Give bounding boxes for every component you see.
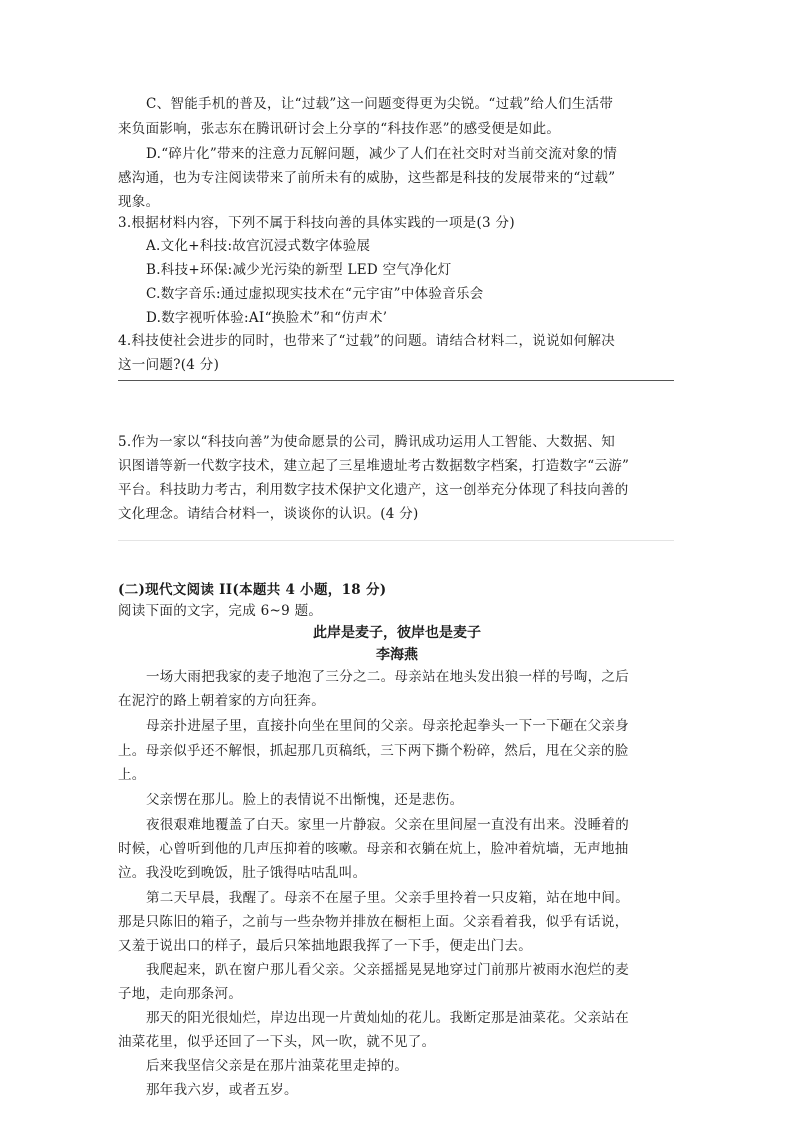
question-4-line-1: 4.科技使社会进步的同时，也带来了“过载”的问题。请结合材料二，说说如何解决 bbox=[118, 333, 616, 349]
story-author: 李海燕 bbox=[376, 647, 418, 663]
question-3-option-c: C.数字音乐:通过虚拟现实技术在“元宇宙”中体验音乐会 bbox=[146, 286, 484, 302]
story-line: 父亲愣在那儿。脸上的表情说不出惭愧，还是悲伤。 bbox=[146, 792, 464, 808]
story-line: 后来我坚信父亲是在那片油菜花里走掉的。 bbox=[146, 1058, 409, 1074]
story-title: 此岸是麦子，彼岸也是麦子 bbox=[313, 625, 481, 641]
option-d-line-2: 感沟通，也为专注阅读带来了前所未有的威胁，这些都是科技的发展带来的“过载” bbox=[118, 170, 616, 186]
story-line: 那是只陈旧的箱子，之前与一些杂物并排放在橱柜上面。父亲看着我，似乎有话说， bbox=[118, 914, 629, 930]
section-heading: (二)现代文阅读 II(本题共 4 小题，18 分) bbox=[118, 582, 387, 598]
story-line: 那天的阳光很灿烂，岸边出现一片黄灿灿的花儿。我断定那是油菜花。父亲站在 bbox=[146, 1010, 629, 1026]
option-c-line-2: 来负面影响，张志东在腾讯研讨会上分享的“科技作恶”的感受便是如此。 bbox=[118, 121, 561, 137]
story-line: 我爬起来，趴在窗户那儿看父亲。父亲摇摇晃晃地穿过门前那片被雨水泡烂的麦 bbox=[146, 962, 629, 978]
section-instruction: 阅读下面的文字，完成 6~9 题。 bbox=[118, 603, 323, 619]
question-3-option-b: B.科技+环保:减少光污染的新型 LED 空气净化灯 bbox=[146, 262, 452, 278]
story-line: 上。 bbox=[118, 767, 146, 783]
answer-line bbox=[118, 380, 674, 381]
story-line: 泣。我没吃到晚饭，肚子饿得咕咕乱叫。 bbox=[118, 865, 367, 881]
story-line: 时候，心曾听到他的几声压抑着的咳嗽。母亲和衣躺在炕上，脸冲着炕墙，无声地抽 bbox=[118, 841, 629, 857]
question-3-stem: 3.根据材料内容，下列不属于科技向善的具体实践的一项是(3 分) bbox=[118, 215, 515, 231]
story-line: 油菜花里，似乎还回了一下头，风一吹，就不见了。 bbox=[118, 1034, 436, 1050]
story-line: 子地，走向那条河。 bbox=[118, 986, 243, 1002]
story-line: 一场大雨把我家的麦子地泡了三分之二。母亲站在地头发出狼一样的号啕，之后 bbox=[146, 669, 629, 685]
option-d-line-3: 现象。 bbox=[118, 194, 160, 210]
option-c-line-1: C、智能手机的普及，让“过载”这一问题变得更为尖锐。“过载”给人们生活带 bbox=[146, 96, 614, 112]
question-5-line-2: 识图谱等新一代数字技术，建立起了三星堆遗址考古数据数字档案，打造数字“云游” bbox=[118, 458, 630, 474]
story-line: 在泥泞的路上朝着家的方向狂奔。 bbox=[118, 693, 325, 709]
option-d-line-1: D.“碎片化”带来的注意力瓦解问题，减少了人们在社交时对当前交流对象的情 bbox=[146, 146, 618, 162]
question-4-line-2: 这一问题?(4 分) bbox=[118, 357, 220, 373]
question-3-option-d: D.数字视听体验:AI“换脸术”和“仿声术’ bbox=[146, 310, 388, 326]
question-5-line-3: 平台。科技助力考古，利用数字技术保护文化遗产，这一创举充分体现了科技向善的 bbox=[118, 482, 629, 498]
question-5-line-1: 5.作为一家以“科技向善”为使命愿景的公司，腾讯成功运用人工智能、大数据、知 bbox=[118, 434, 616, 450]
story-line: 夜很艰难地覆盖了白天。家里一片静寂。父亲在里间屋一直没有出来。没睡着的 bbox=[146, 817, 629, 833]
question-5-line-4: 文化理念。请结合材料一，谈谈你的认识。(4 分) bbox=[118, 506, 419, 522]
story-line: 那年我六岁，或者五岁。 bbox=[146, 1082, 298, 1098]
answer-line-faint bbox=[118, 540, 674, 541]
story-line: 母亲扑进屋子里，直接扑向坐在里间的父亲。母亲抡起拳头一下一下砸在父亲身 bbox=[146, 718, 629, 734]
story-line: 又羞于说出口的样子，最后只笨拙地跟我挥了一下手，便走出门去。 bbox=[118, 938, 532, 954]
story-line: 第二天早晨，我醒了。母亲不在屋子里。父亲手里拎着一只皮箱，站在地中间。 bbox=[146, 890, 629, 906]
story-line: 上。母亲似乎还不解恨，抓起那几页稿纸，三下两下撕个粉碎，然后，甩在父亲的脸 bbox=[118, 743, 629, 759]
question-3-option-a: A.文化+科技:故宫沉浸式数字体验展 bbox=[146, 238, 371, 254]
